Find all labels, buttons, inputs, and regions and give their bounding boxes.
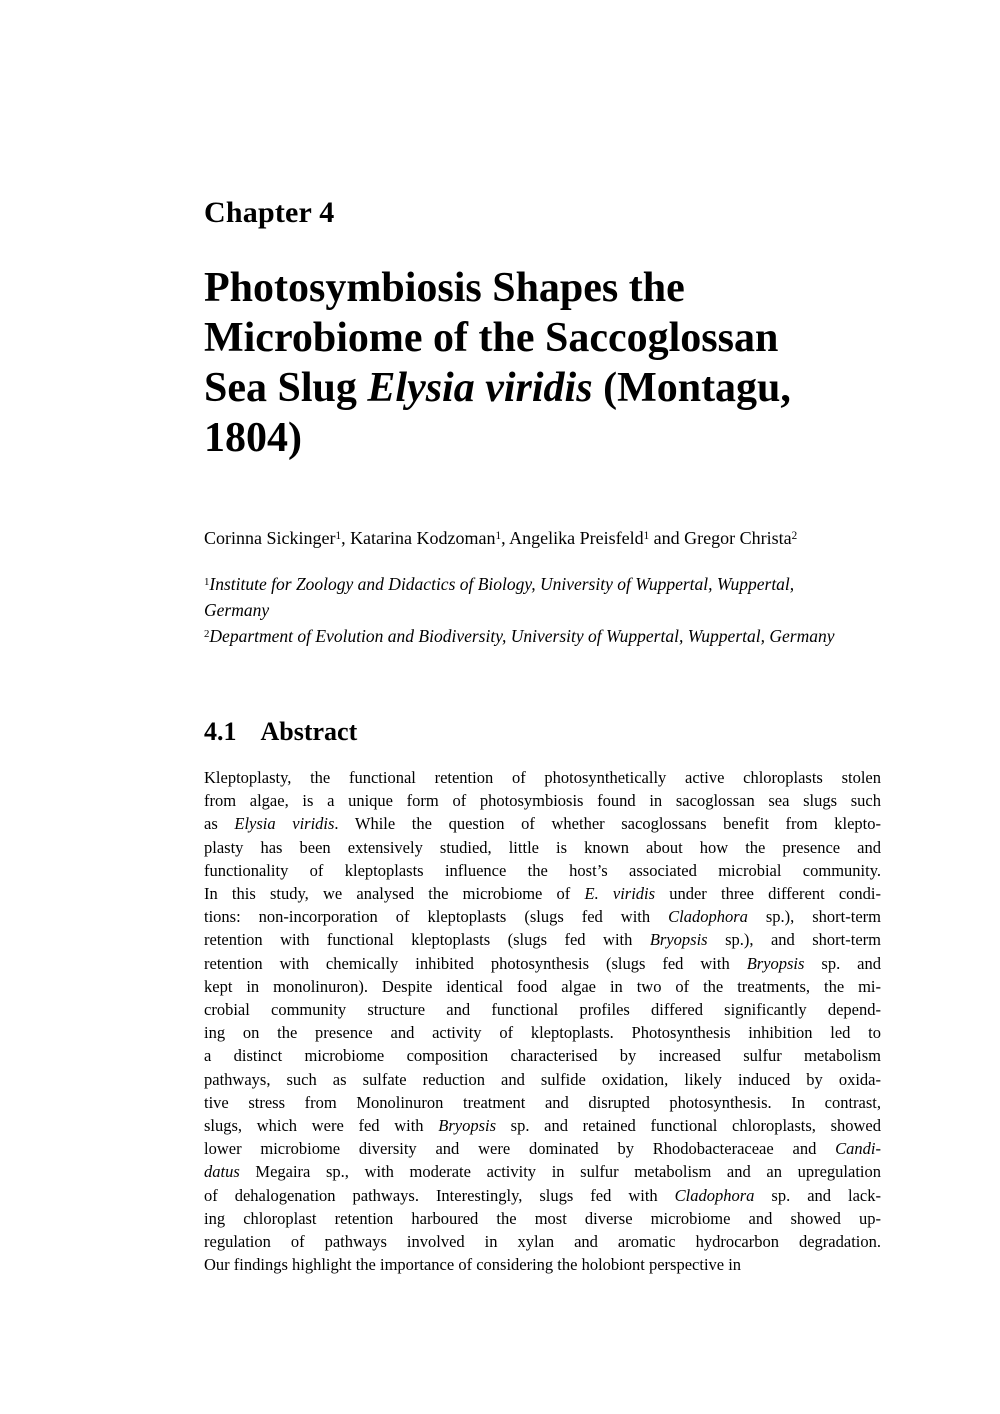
text-line: tive stress from Monolinuron treatment and disrupted photosynthesis. In contrast, (204, 1092, 881, 1112)
text-line: regulation of pathways involved in xylan and aromatic hydrocarbon degradation. (204, 1232, 881, 1252)
text-line: from algae, is a unique form of photosymbiosis found in sacoglossan sea slugs such (204, 791, 881, 811)
text-line: lower microbiome diversity and were dominated by Rhodobacteraceae and Candi- (204, 1139, 881, 1159)
text-line: In this study, we analysed the microbiome of E. viridis under three different condi- (204, 884, 881, 904)
text-line: ing on the presence and activity of kleptoplasts. Photosynthesis inhibition led to (204, 1023, 881, 1043)
text-line: as Elysia viridis. While the question of whether sacoglossans benefit from klepto- (204, 814, 881, 834)
text-line: $^2$Department of Evolution and Biodiversity, University of Wuppertal, Wuppertal, Germany (204, 626, 835, 646)
text-line: plasty has been extensively studied, little is known about how the presence and (204, 837, 881, 857)
chapter-label: Chapter 4 (204, 196, 335, 229)
text-line: Our findings highlight the importance of considering the holobiont perspective in (204, 1255, 742, 1275)
text-line: slugs, which were fed with Bryopsis sp. and retained functional chloroplasts, showed (204, 1116, 882, 1136)
abstract-paragraph (204, 766, 881, 1276)
text-line: Microbiome of the Saccoglossan (204, 315, 779, 361)
text-line: functionality of kleptoplasts influence the host’s associated microbial community. (204, 860, 881, 880)
text-line: crobial community structure and functional profiles differed significantly depend- (204, 1000, 881, 1020)
text-line: ing chloroplast retention harboured the most diverse microbiome and showed up- (204, 1208, 881, 1228)
text-line: $^1$Institute for Zoology and Didactics of Biology, University of Wuppertal, Wuppertal, (204, 574, 795, 594)
text-line: Sea Slug Elysia viridis (Montagu, (204, 365, 791, 411)
text-line: 1804) (204, 415, 302, 461)
author-line: Corinna Sickinger$^1$, Katarina Kodzoman$^1$, Angelika Preisfeld$^1$ and Gregor Christa$^2$ (204, 528, 798, 548)
text-line: Germany (204, 600, 270, 620)
text-line: a distinct microbiome composition characterised by increased sulfur metabolism (204, 1046, 881, 1066)
text-line: Kleptoplasty, the functional retention of photosynthetically active chloroplasts stolen (204, 768, 881, 787)
section-heading (204, 717, 357, 747)
chapter-title (204, 263, 964, 463)
text-line: datus Megaira sp., with moderate activity in sulfur metabolism and an upregulation (204, 1162, 881, 1182)
text-line: retention with chemically inhibited photosynthesis (slugs fed with Bryopsis sp. and (204, 953, 881, 973)
text-line: retention with functional kleptoplasts (slugs fed with Bryopsis sp.), and short-term (204, 930, 881, 950)
section-title: Abstract (260, 717, 358, 746)
text-line: kept in monolinuron). Despite identical food algae in two of the treatments, the mi- (204, 976, 881, 996)
text-line: pathways, such as sulfate reduction and sulfide oxidation, likely induced by oxida- (204, 1069, 881, 1089)
section-number: 4.1 (204, 717, 237, 746)
text-line: Photosymbiosis Shapes the (204, 265, 685, 311)
text-line: tions: non-incorporation of kleptoplasts (slugs fed with Cladophora sp.), short-term (204, 907, 881, 927)
text-line: of dehalogenation pathways. Interestingly, slugs fed with Cladophora sp. and lack- (204, 1185, 881, 1205)
affiliations (204, 571, 904, 649)
